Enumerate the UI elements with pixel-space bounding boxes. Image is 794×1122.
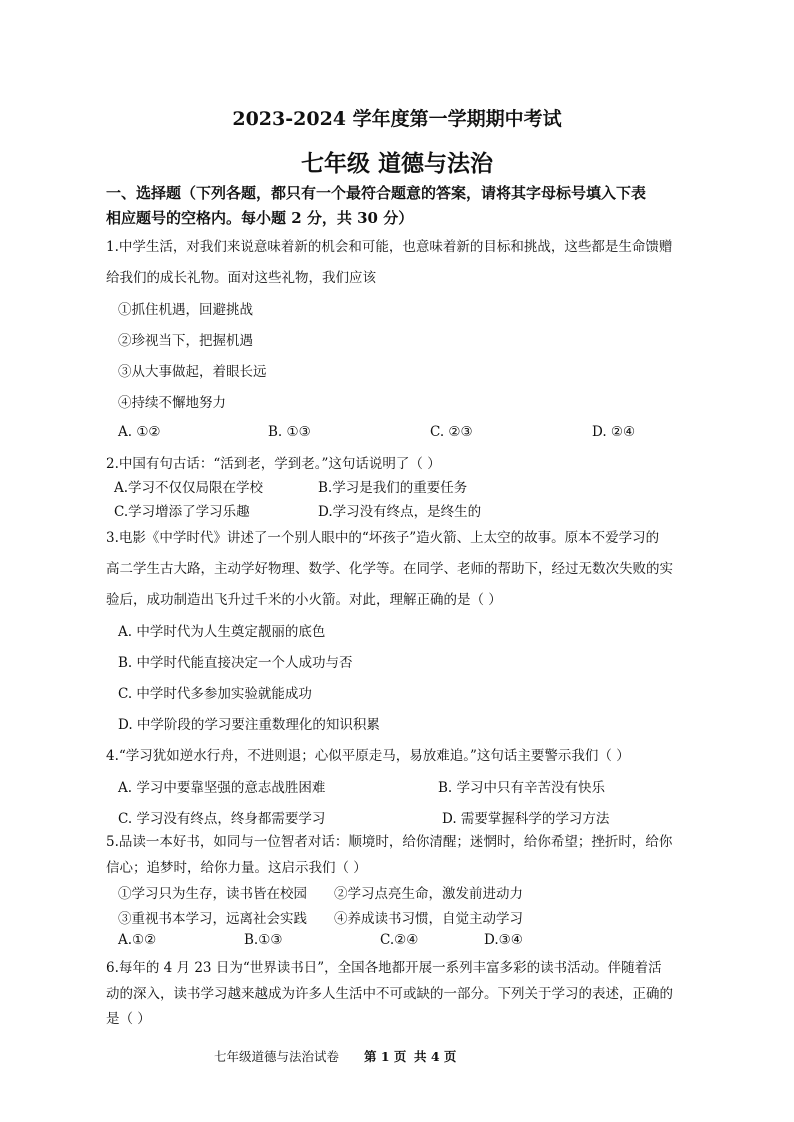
section-heading-line2: 相应题号的空格内。每小题 2 分，共 30 分） xyxy=(106,209,414,227)
q4-stem: 4.“学习犹如逆水行舟，不进则退；心似平原走马，易放难追。”这句话主要警示我们（ ） xyxy=(106,748,630,764)
q3-stem-line1: 3.电影《中学时代》讲述了一个别人眼中的“坏孩子”造火箭、上太空的故事。原本不爱学习的 xyxy=(106,530,660,546)
q1-stem-line1: 1.中学生活，对我们来说意味着新的机会和可能，也意味着新的目标和挑战，这些都是生命馈赠 xyxy=(106,239,673,255)
q4-option-d: D. 需要掌握科学的学习方法 xyxy=(442,811,610,827)
q1-item-3: ③从大事做起，着眼长远 xyxy=(118,364,267,380)
q5-item-4: ④养成读书习惯，自觉主动学习 xyxy=(334,911,523,927)
q3-option-b: B. 中学时代能直接决定一个人成功与否 xyxy=(118,655,353,671)
q2-option-a: A.学习不仅仅局限在学校 xyxy=(114,480,264,496)
q5-option-a: A.①② xyxy=(118,932,157,948)
q3-option-c: C. 中学时代多参加实验就能成功 xyxy=(118,686,312,702)
q4-option-b: B. 学习中只有辛苦没有快乐 xyxy=(438,780,606,796)
q1-item-2: ②珍视当下，把握机遇 xyxy=(118,333,253,349)
exam-title: 2023-2024 学年度第一学期期中考试 xyxy=(232,108,562,130)
q3-option-d: D. 中学阶段的学习要注重数理化的知识积累 xyxy=(118,717,380,733)
q3-option-a: A. 中学时代为人生奠定靓丽的底色 xyxy=(118,624,326,640)
footer-page-number: 第 1 页 xyxy=(364,1049,407,1064)
q5-item-3: ③重视书本学习，远离社会实践 xyxy=(118,911,307,927)
q2-option-d: D.学习没有终点，是终生的 xyxy=(318,504,482,520)
q1-item-4: ④持续不懈地努力 xyxy=(118,395,226,411)
q2-option-c: C.学习增添了学习乐趣 xyxy=(114,504,250,520)
q1-stem-line2: 给我们的成长礼物。面对这些礼物，我们应该 xyxy=(106,270,376,286)
exam-subtitle: 七年级 道德与法治 xyxy=(300,150,493,177)
q5-item-1: ①学习只为生存，读书皆在校园 xyxy=(118,886,307,902)
footer-subject: 七年级道德与法治试卷 xyxy=(214,1049,340,1064)
q5-stem-line1: 5.品读一本好书，如同与一位智者对话：顺境时，给你清醒；迷惘时，给你希望；挫折时，给你 xyxy=(106,834,673,850)
q1-option-a: A. ①② xyxy=(118,424,161,440)
q1-option-c: C. ②③ xyxy=(430,424,473,440)
q1-option-b: B. ①③ xyxy=(268,424,311,440)
q5-option-b: B.①③ xyxy=(244,932,283,948)
section-heading-line1: 一、选择题（下列各题，都只有一个最符合题意的答案，请将其字母标号填入下表 xyxy=(106,184,647,202)
q4-option-c: C. 学习没有终点，终身都需要学习 xyxy=(118,811,326,827)
q2-option-b: B.学习是我们的重要任务 xyxy=(318,480,468,496)
q1-item-1: ①抓住机遇，回避挑战 xyxy=(118,302,253,318)
q5-stem-line2: 信心；追梦时，给你力量。这启示我们（ ） xyxy=(106,860,367,876)
footer-total-pages: 共 4 页 xyxy=(414,1049,457,1064)
q3-stem-line2: 高二学生古大路，主动学好物理、数学、化学等。在同学、老师的帮助下，经过无数次失败的实 xyxy=(106,561,673,577)
q4-option-a: A. 学习中要靠坚强的意志战胜困难 xyxy=(118,780,326,796)
q5-item-2: ②学习点亮生命，激发前进动力 xyxy=(334,886,523,902)
q5-option-d: D.③④ xyxy=(484,932,523,948)
q6-stem-line2: 动的深入，读书学习越来越成为许多人生活中不可或缺的一部分。下列关于学习的表述，正确的 xyxy=(106,986,673,1002)
q1-option-d: D. ②④ xyxy=(592,424,636,440)
q5-option-c: C.②④ xyxy=(380,932,419,948)
q6-stem-line3: 是（ ） xyxy=(106,1011,151,1027)
q6-stem-line1: 6.每年的 4 月 23 日为“世界读书日”，全国各地都开展一系列丰富多彩的读书活动。伴随着活 xyxy=(106,960,662,976)
q2-stem: 2.中国有句古话：“活到老，学到老。”这句话说明了（ ） xyxy=(106,456,441,472)
q3-stem-line3: 验后，成功制造出飞升过千米的小火箭。对此，理解正确的是（ ） xyxy=(106,592,502,608)
